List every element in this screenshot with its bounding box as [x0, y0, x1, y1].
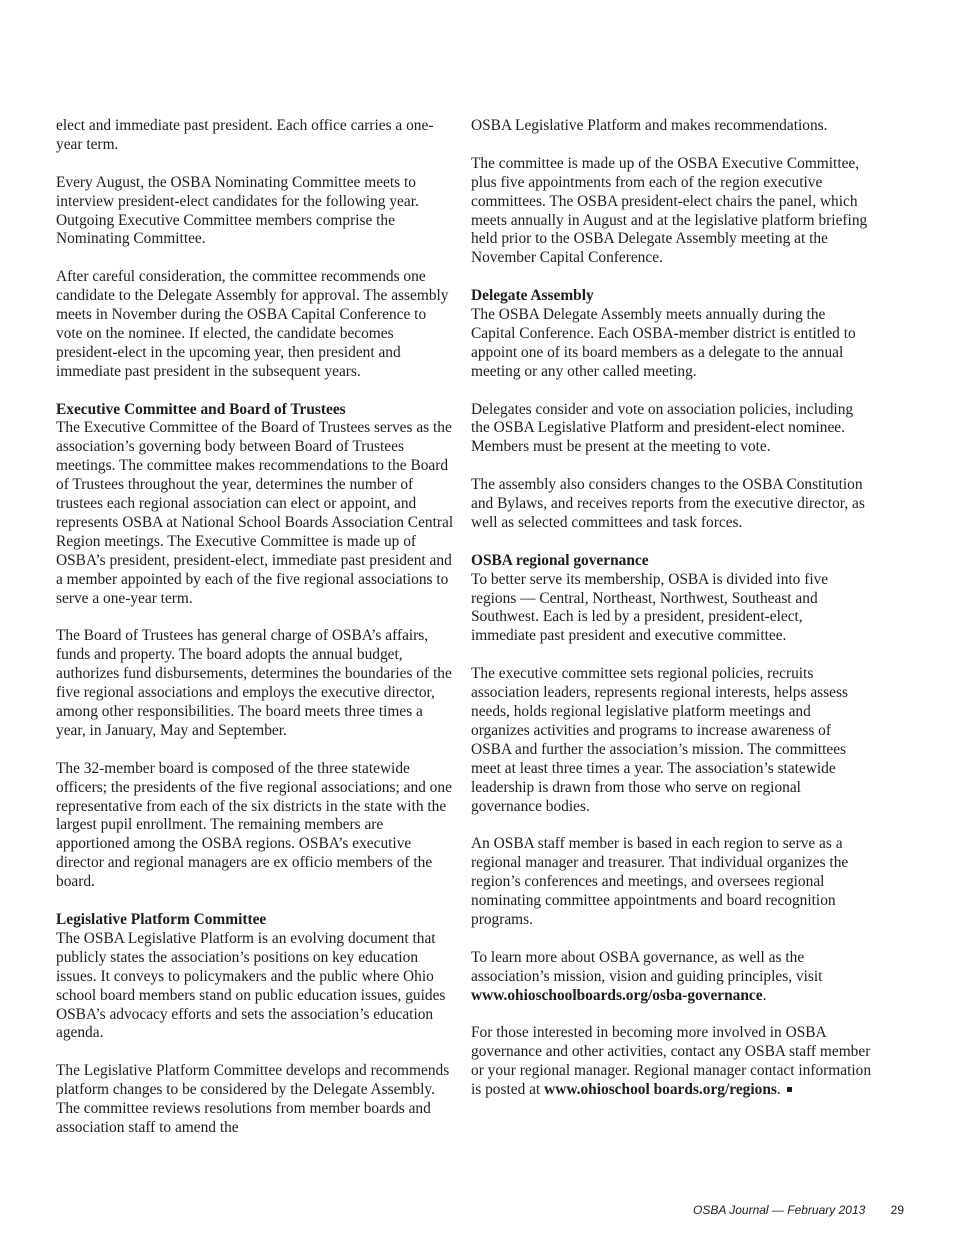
legislative-committee-paragraph: The Legislative Platform Committee develops and recommends platform changes to be considered by the Delegate Assembly. The committee reviews resolutions from member boards and association staff to amend the — [56, 1062, 450, 1136]
assembly-considers-paragraph: The assembly also considers changes to the OSBA Constitution and Bylaws, and receives reports from the executive director, as well as selected committees and task forces. — [471, 476, 865, 531]
page-footer — [693, 1203, 904, 1217]
journal-issue: OSBA Journal — February 2013 — [692, 1203, 866, 1217]
contact-end: . — [776, 1081, 781, 1099]
executive-committee-regional-paragraph: The executive committee sets regional policies, recruits association leaders, represents regional interests, helps assess needs, holds regional legislative platform meetings and organizes activities and programs to increase awareness of OSBA and further the association’s mission. The committees meet at least three times a year. The association’s statewide leadership is drawn from those who serve on regional governance bodies. — [471, 665, 848, 815]
learn-more-text: To learn more about OSBA governance, as well as the association’s mission, vision and guiding principles, visit — [471, 948, 823, 985]
contact-text: For those interested in becoming more involved in OSBA governance and other activities, contact any OSBA staff member or your regional manager. Regional manager contact information is posted at — [471, 1024, 872, 1099]
contact-paragraph — [471, 1024, 871, 1100]
left-column — [56, 117, 454, 1157]
delegate-approval-paragraph: After careful consideration, the committee recommends one candidate to the Delegate Assembly for approval. The assembly meets in November during the OSBA Capital Conference to vote on the nominee. If elected, the candidate becomes president-elect in the upcoming year, then president and immediate past president in the subsequent years. — [56, 268, 449, 380]
executive-committee-heading: Executive Committee and Board of Trustees — [56, 400, 346, 418]
right-column — [471, 117, 871, 1119]
board-composition-paragraph: The 32-member board is composed of the three statewide officers; the presidents of the five regional associations; and one representative from each of the six districts in the state with the largest pupil enrollment. The remaining members are apportioned among the OSBA regions. OSBA’s executive director and regional managers are ex officio members of the board. — [56, 759, 452, 891]
staff-member-paragraph: An OSBA staff member is based in each region to serve as a regional manager and treasurer. That individual organizes the region’s conferences and meetings, and oversees regional nominating committee appointments and board recognition programs. — [471, 835, 849, 928]
delegate-assembly-paragraph: The OSBA Delegate Assembly meets annually during the Capital Conference. Each OSBA-member district is entitled to appoint one of its board members as a delegate to the annual meeting or any other called meeting. — [471, 306, 856, 380]
legislative-platform-paragraph: The OSBA Legislative Platform is an evolving document that publicly states the association’s positions on key education issues. It conveys to policymakers and the public where Ohio school board members stand on public education issues, guides OSBA’s advocacy efforts and sets the association’s education agenda. — [56, 929, 446, 1042]
governance-link[interactable]: www.ohioschoolboards.org/osba-governance — [471, 986, 763, 1004]
regional-governance-heading: OSBA regional governance — [471, 551, 649, 569]
page-number: 29 — [890, 1203, 904, 1217]
regions-link[interactable]: www.ohioschool boards.org/regions — [544, 1081, 777, 1099]
delegate-assembly-heading: Delegate Assembly — [471, 287, 594, 305]
nominating-continuation-paragraph: elect and immediate past president. Each office carries a one-year term. — [56, 117, 434, 153]
executive-committee-paragraph: The Executive Committee of the Board of Trustees serves as the association’s governing body between Board of Trustees meetings. The committee makes recommendations to the Board of Trustees throughout the year, determines the number of trustees each regional association can elect or appoint, and represents OSBA at National School Boards Association Central Region meetings. The Executive Committee is made up of OSBA’s president, president-elect, immediate past president and a member appointed by each of the five regional associations to serve a one-year term. — [56, 419, 454, 607]
learn-more-end: . — [762, 986, 767, 1004]
learn-more-paragraph — [471, 949, 871, 1006]
nominating-committee-paragraph: Every August, the OSBA Nominating Committee meets to interview president-elect candidates for the following year. Outgoing Executive Committee members comprise the Nominating Committee. — [56, 173, 419, 248]
legislative-continuation-paragraph: OSBA Legislative Platform and makes recommendations. — [471, 117, 828, 134]
legislative-platform-heading: Legislative Platform Committee — [56, 910, 267, 928]
delegates-vote-paragraph: Delegates consider and vote on association policies, including the OSBA Legislative Platform and president-elect nominee. Members must be present at the meeting to vote. — [471, 400, 854, 456]
end-of-article-mark — [787, 1087, 792, 1092]
committee-membership-paragraph: The committee is made up of the OSBA Executive Committee, plus five appointments from each of the region executive committees. The OSBA president-elect chairs the panel, which meets annually in August and at the legislative platform briefing held prior to the OSBA Delegate Assembly meeting at the November Capital Conference. — [471, 154, 868, 267]
regions-paragraph: To better serve its membership, OSBA is divided into five regions — Central, Northeast, Northwest, Southeast and Southwest. Each is led by a president, president-elect, immediate past president and executive committee. — [471, 570, 829, 645]
board-of-trustees-paragraph: The Board of Trustees has general charge of OSBA’s affairs, funds and property. The board adopts the annual budget, authorizes fund disbursements, determines the boundaries of the five regional associations and employs the executive director, among other responsibilities. The board meets three times a year, in January, May and September. — [56, 627, 452, 739]
